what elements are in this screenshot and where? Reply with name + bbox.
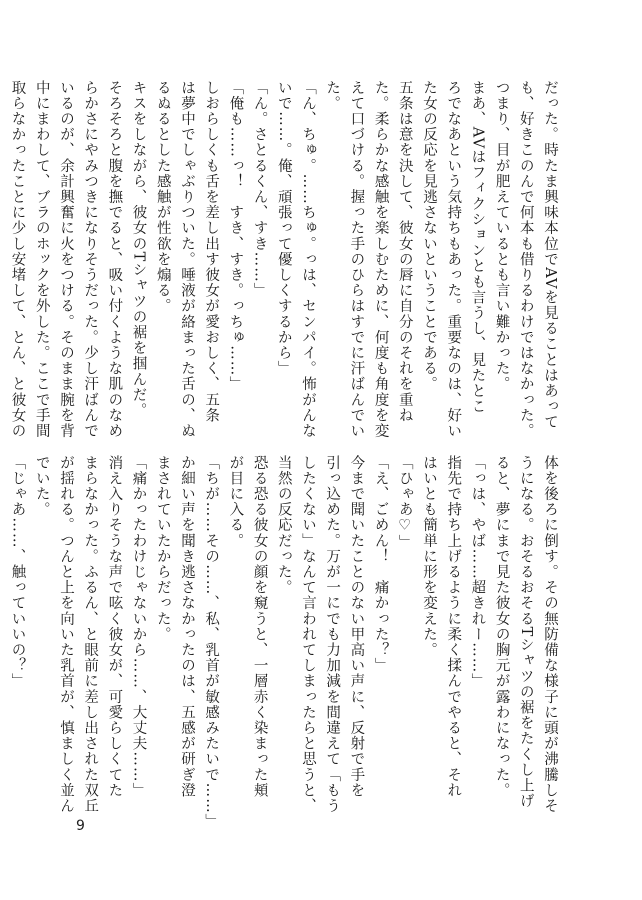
text-line: 「ちが……その……、私、乳首が敏感みたいで……」 bbox=[203, 455, 220, 830]
text-line: ると、夢にまで見た彼女の胸元が露わになった。 bbox=[493, 455, 510, 799]
text-line: が揺れる。つんと上を向いた乳首が、慎ましく並ん bbox=[57, 455, 74, 814]
text-line: まされていたからだった。 bbox=[154, 455, 171, 643]
text-line: 指先で持ち上げるように柔く揉んでやると、それ bbox=[445, 455, 462, 799]
text-line: いで……。俺、頑張って優しくするから」 bbox=[275, 80, 292, 377]
text-line: 「ん、ちゅ。……ちゅ。っは、センパイ。怖がんな bbox=[299, 80, 316, 439]
text-line: た。柔らかな感触を楽しむために、何度も角度を変 bbox=[372, 80, 389, 439]
text-line: いるのが、余計興奮に火をつける。そのまま腕を背 bbox=[57, 80, 74, 439]
text-line: はいとも簡単に形を変えた。 bbox=[420, 455, 437, 658]
text-line: したくない」なんて言われてしまったらと思うと、 bbox=[299, 455, 316, 814]
text-line: そろそろと腹を撫でると、吸い付くような肌のなめ bbox=[106, 80, 123, 439]
text-line: 「ひゃあ♡」 bbox=[396, 455, 413, 551]
page-number: 9 bbox=[76, 818, 85, 834]
text-line: だった。時たま興味本位でAVを見ることはあって bbox=[542, 80, 558, 431]
text-line: 恐る恐る彼女の顔を窺うと、一層赤く染まった頬 bbox=[251, 455, 268, 799]
text-line: 引っ込めた。万が一にでも力加減を間違えて「もう bbox=[324, 455, 341, 814]
text-line: キスをしながら、彼女のTシャツの裾を掴んだ。 bbox=[130, 80, 147, 419]
text-line: 体を後ろに倒す。その無防備な様子に頭が沸騰しそ bbox=[542, 455, 558, 814]
text-line: た女の反応を見逃さないということである。 bbox=[420, 80, 437, 392]
text-line: ろでなあという気持ちもあった。重要なのは、好い bbox=[445, 80, 462, 439]
text-line: うになる。おそるおそるTシャツの裾をたくし上げ bbox=[517, 455, 534, 809]
text-line: 当然の反応だった。 bbox=[275, 455, 292, 596]
text-line: 「じゃあ……、触っていいの？」 bbox=[9, 455, 26, 689]
lower-text-block bbox=[5, 455, 562, 830]
text-line: も、好きこのんで何本も借りるわけではなかった。 bbox=[517, 80, 534, 439]
text-line: まあ、AVはフィクションとも言うし、見たとこ bbox=[469, 80, 486, 415]
text-line: つまり、目が肥えているとも言い難かった。 bbox=[493, 80, 510, 392]
upper-text-block bbox=[5, 80, 562, 439]
text-line: えて口づける。握った手のひらはすでに汗ばんでい bbox=[348, 80, 365, 439]
text-line: た。 bbox=[324, 80, 341, 112]
text-line: るぬるとした感触が性欲を煽る。 bbox=[154, 80, 171, 314]
text-line: でいた。 bbox=[33, 455, 50, 518]
text-line: 「え、ごめん！ 痛かった？」 bbox=[372, 455, 389, 674]
text-line: 「っは、やば……超きれー……」 bbox=[469, 455, 486, 689]
text-line: 「ん。さとるくん、すき……」 bbox=[251, 80, 268, 299]
text-line: 取らなかったことに少し安堵して、とん、と彼女の bbox=[9, 80, 26, 439]
text-line: 「痛かったわけじゃないから……、大丈夫……」 bbox=[130, 455, 147, 799]
text-line: らかさにやみつきになりそうだった。少し汗ばんで bbox=[82, 80, 99, 439]
text-line: まらなかった。ふるん、と眼前に差し出された双丘 bbox=[82, 455, 99, 814]
text-line: 中にまわして、ブラのホックを外した。ここで手間 bbox=[33, 80, 50, 439]
text-line: か細い声を聞き逃さなかったのは、五感が研ぎ澄 bbox=[178, 455, 195, 799]
text-line: は夢中でしゃぶりついた。唾液が絡まった舌の、ぬ bbox=[178, 80, 195, 439]
text-line: 「俺も……っ！ すき、すき。っちゅ……」 bbox=[227, 80, 244, 392]
text-line: が目に入る。 bbox=[227, 455, 244, 549]
text-line: 消え入りそうな声で呟く彼女が、可愛らしくてた bbox=[106, 455, 123, 799]
text-line: しおらしくも舌を差し出す彼女が愛おしく、五条 bbox=[203, 80, 220, 424]
text-line: 五条は意を決して、彼女の唇に自分のそれを重ね bbox=[396, 80, 413, 424]
text-line: 今まで聞いたことのない甲高い声に、反射で手を bbox=[348, 455, 365, 799]
